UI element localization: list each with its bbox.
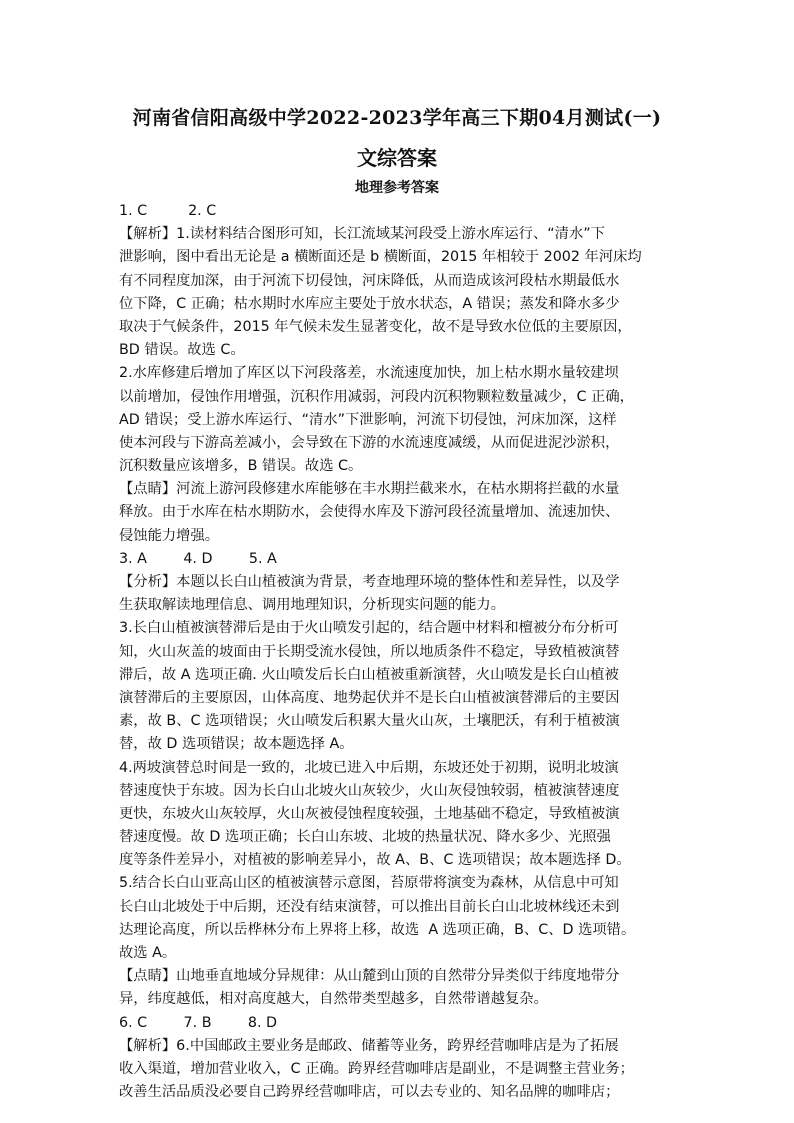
text-line: 4.两坡演替总时间是一致的，北坡已进入中后期，东坡还处于初期，说明北坡演 — [119, 759, 619, 776]
text-line: 更快，东坡火山灰较厚，火山灰被侵蚀程度较强，土地基础不稳定，导致植被演 — [119, 805, 620, 822]
text-line: 3.长白山植被演替滞后是由于火山喷发引起的，结合题中材料和檀被分布分析可 — [119, 620, 619, 637]
text-line: 侵蚀能力增强。 — [119, 527, 220, 544]
document-title: 河南省信阳高级中学2022-2023学年高三下期04月测试(一) — [132, 107, 662, 129]
text-line: 5.结合长白山亚高山区的植被演替示意图，苔原带将演变为森林，从信息中可知 — [119, 875, 619, 892]
text-line: AD 错误；受上游水库运行、“清水”下泄影响，河流下切侵蚀，河床加深，这样 — [119, 411, 617, 428]
text-line: 收入渠道，增加营业收入，C 正确。跨界经营咖啡店是副业，不是调整主营业务； — [119, 1060, 634, 1077]
text-line: 改善生活品质没必要自己跨界经营咖啡店，可以去专业的、知名品牌的咖啡店； — [119, 1084, 620, 1101]
text-line: 有不同程度加深，由于河流下切侵蚀，河床降低，从而造成该河段枯水期最低水 — [119, 272, 620, 289]
section-title: 地理参考答案 — [355, 180, 439, 196]
text-line: 滞后，故 A 选项正确. 火山喷发后长白山植被重新演替，火山喷发是长白山植被 — [119, 666, 619, 683]
text-line: 泄影响，图中看出无论是 a 横断面还是 b 横断面，2015 年相较于 2002 年河床均 — [119, 249, 642, 266]
text-line: 1. C 2. C — [119, 203, 217, 219]
text-line: 使本河段与下游高差减小，会导致在下游的水流速度减缓，从而促进泥沙淤积， — [119, 434, 620, 451]
text-line: BD 错误。故选 C。 — [119, 342, 245, 359]
text-line: 取决于气候条件，2015 年气候未发生显著变化，故不是导致水位低的主要原因， — [119, 318, 632, 335]
text-line: 度等条件差异小，对植被的影响差异小，故 A、B、C 选项错误；故本题选择 D。 — [119, 852, 631, 869]
text-line: 素，故 B、C 选项错误；火山喷发后积累大量火山灰，土壤肥沃，有利于植被演 — [119, 713, 620, 730]
text-line: 释放。由于水库在枯水期防水，会使得水库及下游河段径流量增加、流速加快、 — [119, 504, 620, 521]
text-line: 位下降，C 正确；枯水期时水库应主要处于放水状态，A 错误；蒸发和降水多少 — [119, 295, 620, 312]
text-line: 沉积数量应该增多，B 错误。故选 C。 — [119, 458, 363, 475]
text-line: 以前增加，侵蚀作用增强，沉积作用减弱，河段内沉积物颗粒数量减少，C 正确， — [119, 388, 634, 405]
text-line: 替速度慢。故 D 选项正确；长白山东坡、北坡的热量状况、降水多少、光照强 — [119, 829, 611, 846]
document-subtitle: 文综答案 — [357, 146, 437, 170]
document-body — [119, 200, 679, 1104]
text-line: 替速度快于东坡。因为长白山北坡火山灰较少，火山灰侵蚀较弱，植被演替速度 — [119, 782, 620, 799]
text-line: 【解析】6.中国邮政主要业务是邮政、储蓄等业务，跨界经营咖啡店是为了拓展 — [119, 1037, 619, 1054]
text-line: 长白山北坡处于中后期，还没有结束演替，可以推出目前长白山北坡林线还未到 — [119, 898, 620, 915]
text-line: 3. A 4. D 5. A — [119, 550, 277, 567]
text-line: 演替滞后的主要原因，山体高度、地势起伏并不是长白山植被演替滞后的主要因 — [119, 689, 620, 706]
text-line: 替，故 D 选项错误；故本题选择 A。 — [119, 736, 354, 753]
text-line: 2.水库修建后增加了库区以下河段落差，水流速度加快，加上枯水期水量较建坝 — [119, 365, 619, 382]
text-line: 【解析】1.读材料结合图形可知，长江流域某河段受上游水库运行、“清水”下 — [119, 226, 605, 243]
text-line: 达理论高度，所以岳桦林分布上界将上移，故选 A 选项正确，B、C、D 选项错。 — [119, 921, 636, 938]
text-line: 【点睛】山地垂直地域分异规律：从山麓到山顶的自然带分异类似于纬度地带分 — [119, 968, 620, 985]
text-line: 故选 A。 — [119, 945, 177, 961]
text-line: 生获取解读地理信息、调用地理知识，分析现实问题的能力。 — [119, 597, 506, 614]
text-line: 【点睛】河流上游河段修建水库能够在丰水期拦截来水，在枯水期将拦截的水量 — [119, 481, 620, 498]
text-line: 6. C 7. B 8. D — [119, 1014, 278, 1031]
text-line: 【分析】本题以长白山植被演为背景，考查地理环境的整体性和差异性，以及学 — [119, 574, 620, 590]
text-line: 知，火山灰盖的坡面由于长期受流水侵蚀，所以地质条件不稳定，导致植被演替 — [119, 643, 620, 660]
text-line: 异，纬度越低，相对高度越大，自然带类型越多，自然带谱越复杂。 — [119, 991, 548, 1008]
